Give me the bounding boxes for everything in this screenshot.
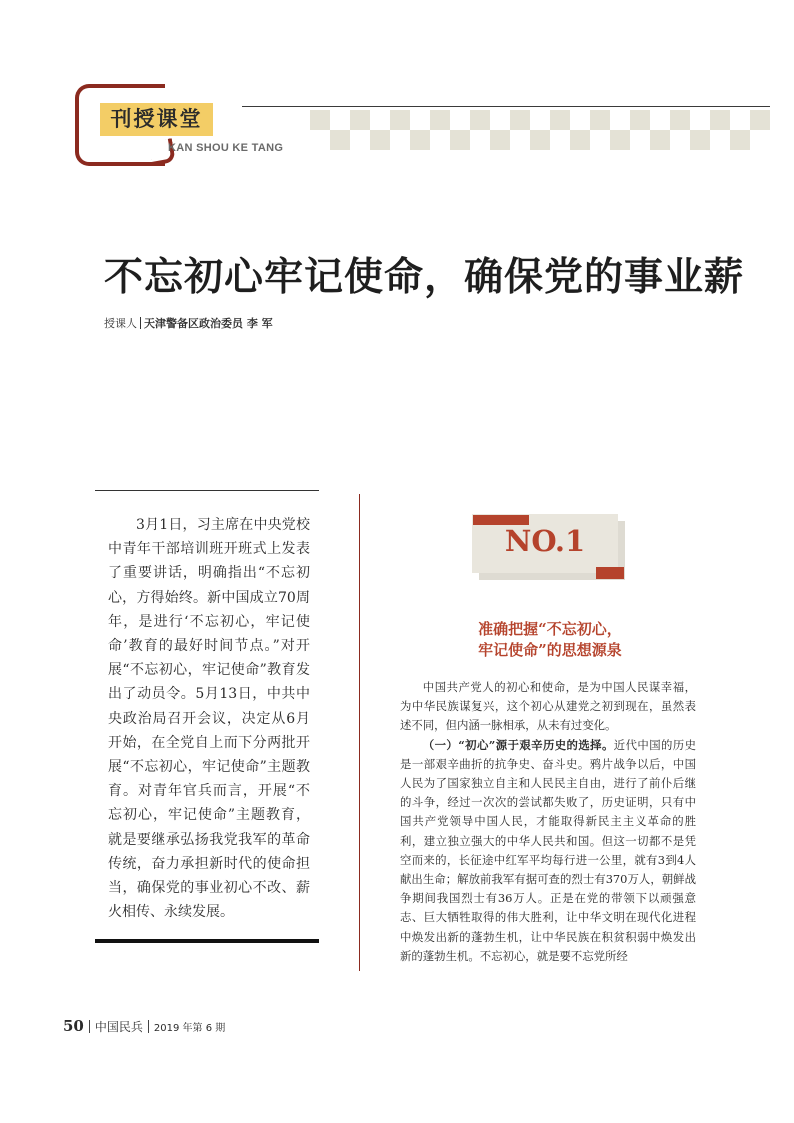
header-rule (242, 106, 770, 107)
body-paragraph-2 (400, 736, 696, 966)
byline-author: 天津警备区政治委员 李 军 (144, 317, 273, 330)
issue-label: 2019 年第 6 期 (153, 1023, 226, 1034)
body-paragraph-2-text: 近代中国的历史是一部艰辛曲折的抗争史、奋斗史。鸦片战争以后，中国人民为了国家独立自主和人民民主自由，进行了前仆后继的斗争，经过一次次的尝试都失败了，历史证明，只有中国共产党领导中国人民，才能取得新民主主义革命的胜利，建立独立强大的中华人民共和国。但这一切都不是凭空而来的，长征途中红军平均每行进一公里，就有3到4人献出生命；解放前我军有据可查的烈士有370万人，朝鲜战争期间我国烈士有36万人。正是在党的带领下以顽强意志、巨大牺牲取得的伟大胜利，让中华文明在现代化进程中焕发出新的蓬勃生机，让中华民族在积贫积弱中焕发出新的蓬勃生机。不忘初心，就是要不忘党所经 (400, 737, 696, 963)
byline-separator (140, 317, 141, 329)
column-divider (359, 494, 360, 971)
body-paragraph-1: 中国共产党人的初心和使命，是为中国人民谋幸福，为中华民族谋复兴，这个初心从建党之初到现在，虽然表述不同，但内涵一脉相承，从未有过变化。 (400, 680, 696, 733)
section-heading-line-2: 牢记使命”的思想源泉 (478, 641, 622, 659)
byline-label: 授课人 (104, 317, 137, 330)
body-paragraph-2-lead: （一）“初心”源于艰辛历史的选择。 (422, 737, 614, 752)
footer-separator (89, 1020, 90, 1033)
column-label: 刊授课堂 (100, 103, 213, 136)
section-heading (430, 619, 670, 661)
section-heading-line-1: 准确把握“不忘初心， (478, 620, 622, 638)
intro-bottom-rule (95, 939, 319, 943)
column-pinyin: KAN SHOU KE TANG (168, 142, 284, 154)
page-number: 50 (63, 1017, 84, 1035)
magazine-name: 中国民兵 (94, 1020, 143, 1034)
byline (104, 315, 273, 331)
article-title: 不忘初心牢记使命，确保党的事业薪 (104, 255, 745, 300)
intro-paragraph: 3月1日，习主席在中央党校中青年干部培训班开班式上发表了重要讲话，明确指出“不忘初心，方得始终。新中国成立70周年，是进行‘不忘初心，牢记使命’教育的最好时间节点。”对开展“不忘初心，牢记使命”教育发出了动员令。5月13日，中共中央政治局召开会议，决定从6月开始，在全党自上而下分两批开展“不忘初心，牢记使命”主题教育。对青年官兵而言，开展“不忘初心，牢记使命”主题教育，就是要继承弘扬我党我军的革命传统，奋力承担新时代的使命担当，确保党的事业初心不改、薪火相传、永续发展。 (108, 517, 310, 921)
section-number: NO.1 (504, 524, 586, 558)
intro-top-rule (95, 490, 319, 491)
page-footer (63, 1016, 225, 1035)
section-body (400, 678, 696, 966)
badge-accent-bottom (596, 567, 624, 579)
footer-separator (148, 1020, 149, 1033)
checker-pattern-decoration (310, 110, 770, 150)
